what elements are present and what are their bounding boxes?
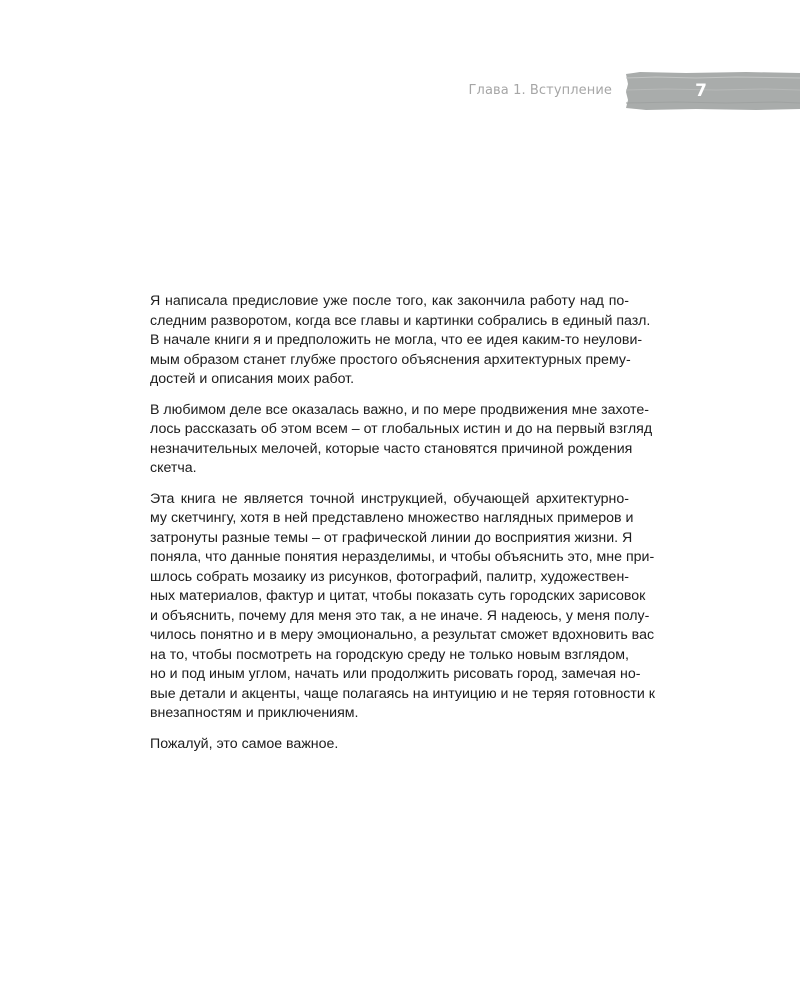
text-line: на то, чтобы посмотреть на городскую среду не только новым взглядом,: [150, 646, 629, 663]
text-line: Пожалуй, это самое важное.: [150, 735, 339, 752]
text-line: достей и описания моих работ.: [150, 371, 355, 387]
page-number-tab: [626, 72, 800, 110]
paragraph: [150, 735, 629, 755]
text-line: и объяснить, почему для меня это так, а не иначе. Я надеюсь, у меня полу-: [150, 607, 650, 624]
page-number: 7: [695, 81, 707, 101]
text-line: шлось собрать мозаику из рисунков, фотографий, палитр, художествен-: [150, 568, 629, 585]
paragraph: [150, 292, 651, 390]
text-line: но и под иным углом, начать или продолжить рисовать город, замечая но-: [150, 666, 641, 682]
text-line: незначительных мелочей, которые часто становятся причиной рождения: [150, 440, 633, 457]
text-line: В начале книги я и предположить не могла, что ее идея каким-то неулови-: [150, 332, 643, 348]
text-line: поняла, что данные понятия неразделимы, и чтобы объяснить это, мне при-: [150, 549, 655, 565]
text-line: му скетчингу, хотя в ней представлено множество наглядных примеров и: [150, 510, 634, 526]
text-line: Эта книга не является точной инструкцией, обучающей архитектурно-: [150, 490, 629, 507]
text-line: внезапностям и приключениям.: [150, 705, 359, 721]
preface-body-text: [150, 292, 655, 765]
paragraph: [150, 401, 653, 479]
text-line: вые детали и акценты, чаще полагаясь на интуицию и не теряя готовности к: [150, 685, 655, 702]
text-line: скетча.: [150, 460, 197, 476]
text-line: ных материалов, фактур и цитат, чтобы показать суть городских зарисовок: [150, 588, 646, 604]
text-line: мым образом станет глубже простого объяснения архитектурных прему-: [150, 351, 631, 368]
chapter-running-head: Глава 1. Вступление: [468, 83, 612, 98]
paragraph: [150, 490, 655, 724]
text-line: лось рассказать об этом всем – от глобальных истин и до на первый взгляд: [150, 421, 653, 437]
text-line: затронуты разные темы – от графической линии до восприятия жизни. Я: [150, 529, 633, 546]
text-line: чилось понятно и в меру эмоционально, а результат сможет вдохновить вас: [150, 627, 655, 643]
text-line: В любимом деле все оказалась важно, и по мере продвижения мне захоте-: [150, 401, 650, 418]
text-line: следним разворотом, когда все главы и картинки собрались в единый пазл.: [150, 312, 651, 329]
text-line: Я написала предисловие уже после того, как закончила работу над по-: [150, 293, 629, 309]
